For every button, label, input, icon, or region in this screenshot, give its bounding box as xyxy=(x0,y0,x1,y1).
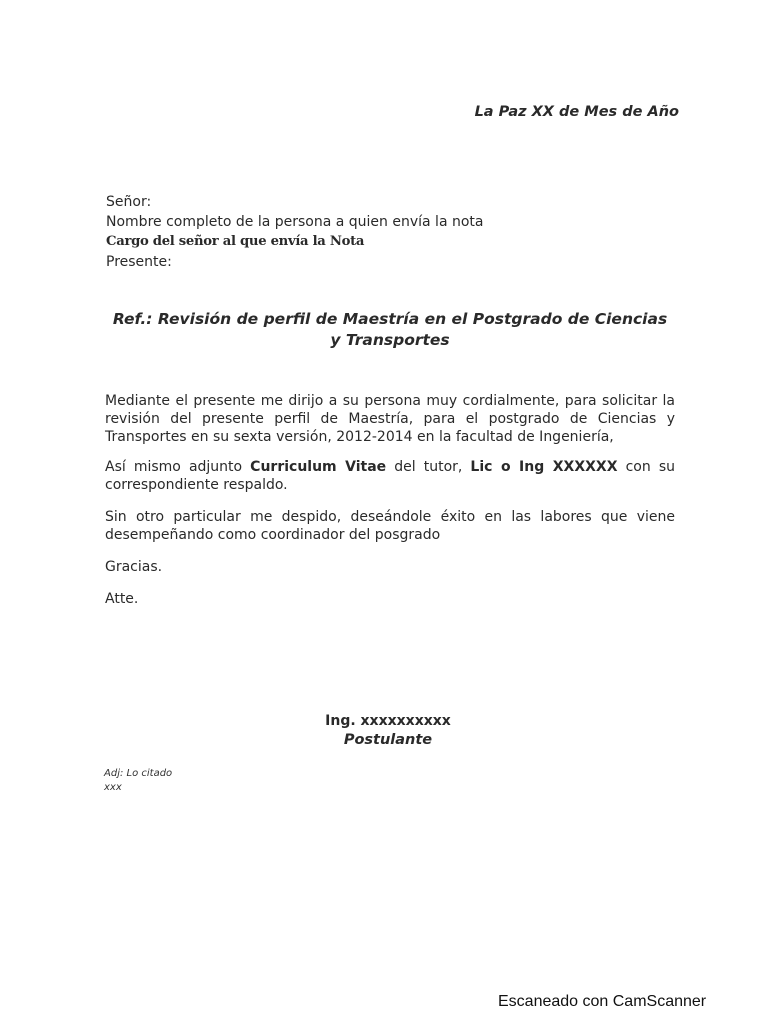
letter-body xyxy=(105,392,675,608)
address-closing: Presente: xyxy=(106,254,172,270)
signature-block xyxy=(240,712,536,750)
salutation: Señor: xyxy=(106,194,152,210)
typist-initials: xxx xyxy=(104,782,122,793)
reference-line-2: y Transportes xyxy=(330,331,450,349)
paragraph-farewell: Sin otro particular me despido, deseándole éxito en las labores que viene desempeñando como coordinador del posgrado xyxy=(105,509,675,543)
thanks-text: Gracias. xyxy=(105,559,163,575)
scanner-watermark: Escaneado con CamScanner xyxy=(498,993,707,1010)
curriculum-vitae-text: Curriculum Vitae xyxy=(250,459,387,475)
recipient-name: Nombre completo de la persona a quien envía la nota xyxy=(106,214,484,230)
farewell-text: Atte. xyxy=(105,591,139,607)
tutor-name-text: Lic o Ing XXXXXX xyxy=(470,459,618,475)
paragraph-attachment-text-1: Así mismo adjunto xyxy=(105,459,251,475)
recipient-address-block xyxy=(106,192,484,272)
signer-role: Postulante xyxy=(343,732,433,748)
reference-line-1: Ref.: Revisión de perfil de Maestría en el Postgrado de Ciencias xyxy=(112,310,668,328)
paragraph-attachment-text-2: del tutor, xyxy=(386,459,471,475)
paragraph-attachment xyxy=(105,458,675,494)
recipient-position: Cargo del señor al que envía la Nota xyxy=(106,234,365,249)
paragraph-request: Mediante el presente me dirijo a su persona muy cordialmente, para solicitar la revisión del presente perfil de Maestría, para el postgrado de Ciencias y Transportes en su sexta versión, 2012-2014 en la facultad de Ingeniería, xyxy=(105,393,675,445)
reference-line xyxy=(105,309,675,351)
letter-date: La Paz XX de Mes de Año xyxy=(474,104,679,120)
signer-name: Ing. xxxxxxxxxx xyxy=(325,713,451,729)
attachment-note xyxy=(104,767,172,795)
paragraph-attachment-text-3: con su correspondiente respaldo. xyxy=(105,459,675,493)
attachment-label: Adj: Lo citado xyxy=(104,768,173,779)
